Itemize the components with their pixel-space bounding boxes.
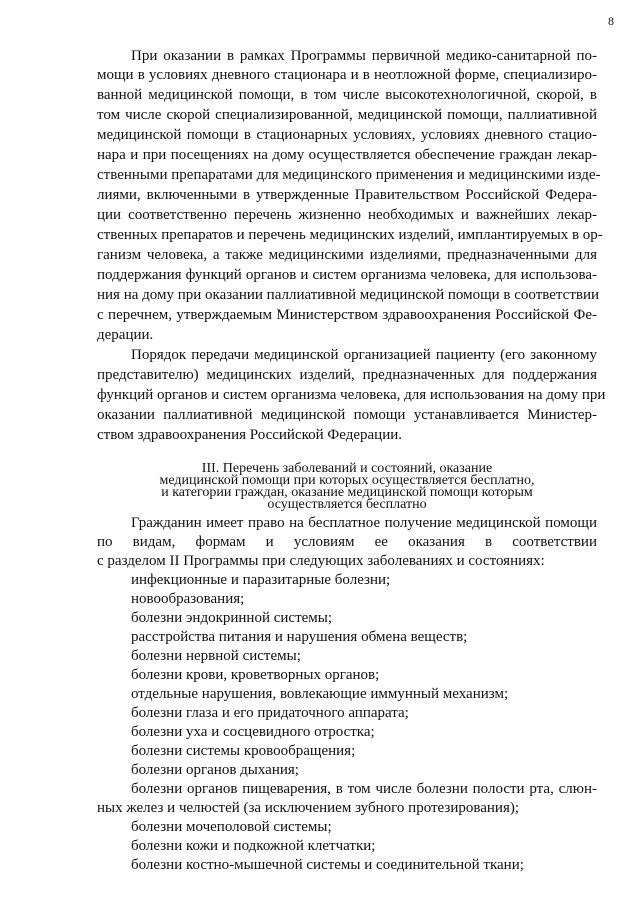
section-heading <box>97 463 597 511</box>
text-line: по видам, формам и условиям ее оказания в соответствии <box>97 534 597 550</box>
text-line: с перечнем, утверждаемым Министерством здравоохранения Российской Фе- <box>97 307 597 323</box>
text-line: ством здравоохранения Российской Федерации. <box>97 427 403 443</box>
page-number: 8 <box>608 14 614 28</box>
list-item: болезни органов дыхания; <box>131 762 299 778</box>
text-line: При оказании в рамках Программы первичной медико-санитарной по- <box>131 48 597 64</box>
text-line: лиями, включенными в утвержденные Правительством Российской Федера- <box>97 187 597 203</box>
text-line: представителю) медицинских изделий, предназначенных для поддержания <box>97 367 597 383</box>
text-line: поддержания функций органов и систем организма человека, для использова- <box>97 267 597 283</box>
list-item: инфекционные и паразитарные болезни; <box>131 572 391 588</box>
list-item: болезни костно-мышечной системы и соединительной ткани; <box>131 857 524 873</box>
heading-line: осуществляется бесплатно <box>267 497 427 512</box>
list-item: болезни уха и сосцевидного отростка; <box>131 724 375 740</box>
text-line: медицинской помощи в стационарных условиях, условиях дневного стацио- <box>97 127 597 143</box>
heading-line: медицинской помощи при которых осуществляется бесплатно, <box>159 473 535 488</box>
text-line: том числе скорой специализированной, медицинской помощи, паллиативной <box>97 107 597 123</box>
text-line: ции соответственно перечень жизненно необходимых и важнейших лекар- <box>97 207 597 223</box>
list-item: новообразования; <box>131 591 245 607</box>
list-item: болезни эндокринной системы; <box>131 610 333 626</box>
text-line: нара и при посещениях на дому осуществляется обеспечение граждан лекар- <box>97 147 597 163</box>
list-item: болезни органов пищеварения, в том числе болезни полости рта, слюн- <box>131 781 597 797</box>
list-item: отдельные нарушения, вовлекающие иммунный механизм; <box>131 686 509 702</box>
list-item: болезни мочеполовой системы; <box>131 819 332 835</box>
text-line: оказании паллиативной медицинской помощи устанавливается Министер- <box>97 407 597 423</box>
text-line: ванной медицинской помощи, в том числе высокотехнологичной, скорой, в <box>97 87 597 103</box>
text-line: ственными препаратами для медицинского применения и медицинскими изде- <box>97 167 601 183</box>
text-line: дерации. <box>97 327 154 343</box>
text-line: Порядок передачи медицинской организацией пациенту (его законному <box>131 347 597 363</box>
list-item: расстройства питания и нарушения обмена веществ; <box>131 629 468 645</box>
list-item: болезни глаза и его придаточного аппарата; <box>131 705 409 721</box>
list-item: болезни нервной системы; <box>131 648 301 664</box>
text-line: ганизм человека, а также медицинскими изделиями, предназначенными для <box>97 247 597 263</box>
heading-line: и категории граждан, оказание медицинской помощи которым <box>161 485 533 500</box>
list-item: болезни крови, кроветворных органов; <box>131 667 380 683</box>
text-line: ственных препаратов и перечень медицинских изделий, имплантируемых в ор- <box>97 227 603 243</box>
text-line: функций органов и систем организма человека, для использования на дому при <box>97 387 606 403</box>
list-item-continuation: ных желез и челюстей (за исключением зубного протезирования); <box>97 800 520 816</box>
heading-line: III. Перечень заболеваний и состояний, оказание <box>201 461 493 476</box>
text-line: мощи в условиях дневного стационара и в неотложной форме, специализиро- <box>97 67 597 83</box>
list-item: болезни системы кровообращения; <box>131 743 356 759</box>
text-line: ния на дому при оказании паллиативной медицинской помощи в соответствии <box>97 287 600 303</box>
list-item: болезни кожи и подкожной клетчатки; <box>131 838 376 854</box>
text-line: с разделом II Программы при следующих заболеваниях и состояниях: <box>97 553 545 569</box>
text-line: Гражданин имеет право на бесплатное получение медицинской помощи <box>131 515 597 531</box>
